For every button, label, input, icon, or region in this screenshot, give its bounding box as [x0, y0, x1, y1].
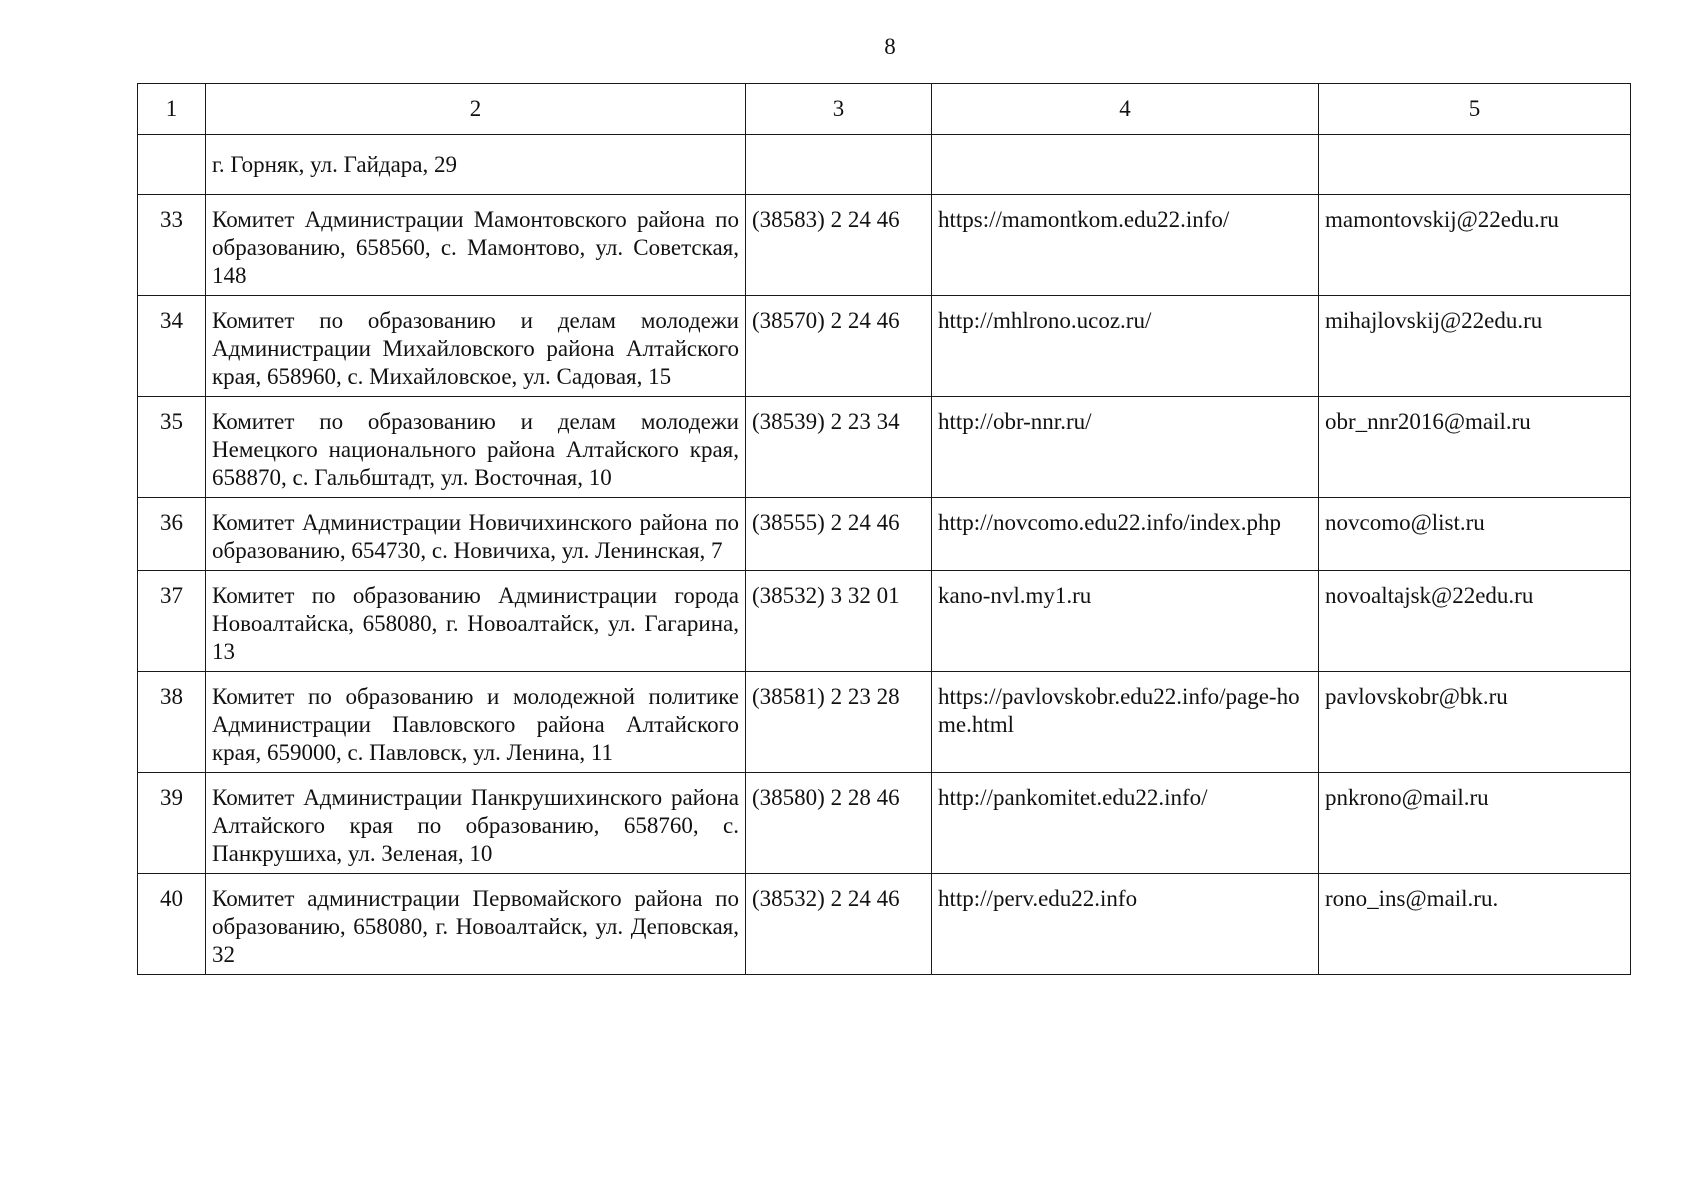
phone: (38583) 2 24 46	[746, 195, 932, 296]
table-row	[138, 874, 1631, 975]
column-header: 2	[206, 84, 746, 135]
row-number: 40	[138, 874, 206, 975]
website: kano-nvl.my1.ru	[932, 571, 1319, 672]
column-header: 3	[746, 84, 932, 135]
organizations-table-container	[137, 83, 1630, 975]
table-row	[138, 498, 1631, 571]
column-header: 1	[138, 84, 206, 135]
email: mamontovskij@22edu.ru	[1319, 195, 1631, 296]
phone: (38532) 2 24 46	[746, 874, 932, 975]
row-number: 36	[138, 498, 206, 571]
row-number: 34	[138, 296, 206, 397]
organization-address: Комитет по образованию Администрации города Новоалтайска, 658080, г. Новоалтайск, ул. Гагарина, 13	[206, 571, 746, 672]
organizations-table	[137, 83, 1631, 975]
email: pavlovskobr@bk.ru	[1319, 672, 1631, 773]
organization-address: Комитет по образованию и молодежной политике Администрации Павловского района Алтайского края, 659000, с. Павловск, ул. Ленина, 11	[206, 672, 746, 773]
email: novcomo@list.ru	[1319, 498, 1631, 571]
phone: (38539) 2 23 34	[746, 397, 932, 498]
website: http://novcomo.edu22.info/index.php	[932, 498, 1319, 571]
website: http://obr-nnr.ru/	[932, 397, 1319, 498]
website	[932, 135, 1319, 195]
page-number: 8	[884, 34, 896, 59]
table-row	[138, 773, 1631, 874]
row-number	[138, 135, 206, 195]
phone: (38581) 2 23 28	[746, 672, 932, 773]
phone: (38555) 2 24 46	[746, 498, 932, 571]
organization-address: Комитет по образованию и делам молодежи Администрации Михайловского района Алтайского края, 658960, с. Михайловское, ул. Садовая, 15	[206, 296, 746, 397]
email: mihajlovskij@22edu.ru	[1319, 296, 1631, 397]
organization-address: Комитет администрации Первомайского района по образованию, 658080, г. Новоалтайск, ул. Деповская, 32	[206, 874, 746, 975]
row-number: 39	[138, 773, 206, 874]
organization-address: Комитет по образованию и делам молодежи Немецкого национального района Алтайского края, 658870, с. Гальбштадт, ул. Восточная, 10	[206, 397, 746, 498]
phone: (38580) 2 28 46	[746, 773, 932, 874]
email	[1319, 135, 1631, 195]
table-row	[138, 296, 1631, 397]
website: http://mhlrono.ucoz.ru/	[932, 296, 1319, 397]
row-number: 33	[138, 195, 206, 296]
table-row	[138, 135, 1631, 195]
organization-address: Комитет Администрации Панкрушихинского района Алтайского края по образованию, 658760, с. Панкрушиха, ул. Зеленая, 10	[206, 773, 746, 874]
table-header-row	[138, 84, 1631, 135]
column-header: 4	[932, 84, 1319, 135]
email: obr_nnr2016@mail.ru	[1319, 397, 1631, 498]
organization-address: г. Горняк, ул. Гайдара, 29	[206, 135, 746, 195]
website: http://pankomitet.edu22.info/	[932, 773, 1319, 874]
row-number: 35	[138, 397, 206, 498]
website: https://mamontkom.edu22.info/	[932, 195, 1319, 296]
email: novoaltajsk@22edu.ru	[1319, 571, 1631, 672]
table-row	[138, 672, 1631, 773]
table-row	[138, 397, 1631, 498]
website: https://pavlovskobr.edu22.info/page-home.html	[932, 672, 1319, 773]
row-number: 38	[138, 672, 206, 773]
organization-address: Комитет Администрации Мамонтовского района по образованию, 658560, с. Мамонтово, ул. Советская, 148	[206, 195, 746, 296]
table-row	[138, 195, 1631, 296]
column-header: 5	[1319, 84, 1631, 135]
phone	[746, 135, 932, 195]
website: http://perv.edu22.info	[932, 874, 1319, 975]
phone: (38570) 2 24 46	[746, 296, 932, 397]
organization-address: Комитет Администрации Новичихинского района по образованию, 654730, с. Новичиха, ул. Ленинская, 7	[206, 498, 746, 571]
phone: (38532) 3 32 01	[746, 571, 932, 672]
row-number: 37	[138, 571, 206, 672]
email: pnkrono@mail.ru	[1319, 773, 1631, 874]
email: rono_ins@mail.ru.	[1319, 874, 1631, 975]
table-row	[138, 571, 1631, 672]
